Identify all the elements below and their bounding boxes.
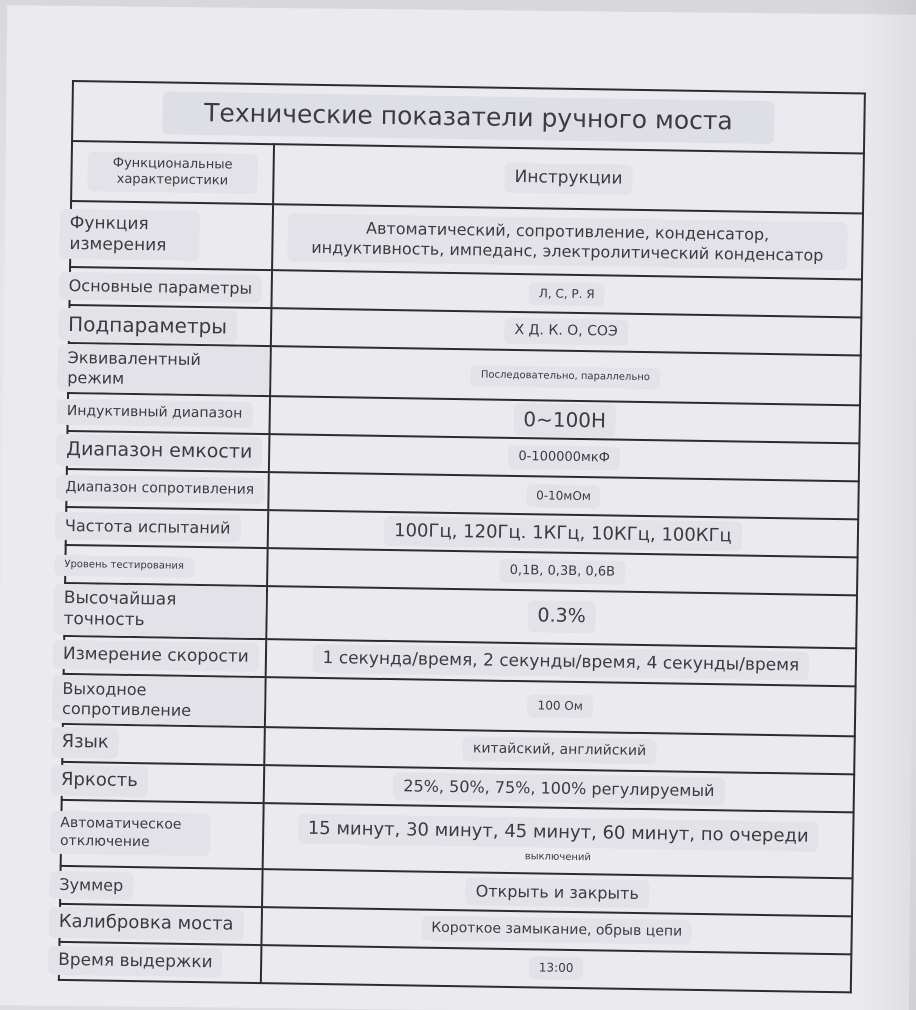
row-label: Зуммер xyxy=(49,870,133,899)
row-value: 15 минут, 30 минут, 45 минут, 60 минут, по очереди xyxy=(298,813,819,852)
row-value-cell xyxy=(265,677,856,736)
row-value: 100Гц, 120Гц. 1КГц, 10КГц, 100КГц xyxy=(384,516,742,552)
row-extra-note: выключений xyxy=(524,851,592,864)
header-right-cell xyxy=(273,144,864,213)
table-row xyxy=(70,201,863,279)
row-label-cell xyxy=(65,545,268,586)
row-value: Последовательно, параллельно xyxy=(471,366,660,389)
row-value: 0,1В, 0,3В, 0,6В xyxy=(499,559,625,585)
row-label-cell xyxy=(67,393,270,434)
row-label: Функция измерения xyxy=(59,209,200,262)
table-row xyxy=(61,799,854,877)
row-label: Диапазон емкости xyxy=(56,434,263,469)
row-label: Калибровка моста xyxy=(49,907,244,941)
row-label-cell xyxy=(68,343,271,396)
row-value: 100 Ом xyxy=(527,694,593,718)
header-left-cell xyxy=(71,141,274,204)
row-value: 25%, 50%, 75%, 100% регулируемый xyxy=(393,772,725,805)
row-label-cell xyxy=(63,673,266,726)
table-title: Технические показатели ручного моста xyxy=(162,91,775,144)
row-value: 0-100000мкФ xyxy=(508,445,620,471)
row-value: 0.3% xyxy=(527,601,596,634)
row-label: Эквивалентный режим xyxy=(57,344,270,395)
row-label-cell xyxy=(59,941,262,982)
row-label: Подпараметры xyxy=(58,307,237,343)
row-label: Высочайшая точность xyxy=(53,584,266,638)
row-label: Автоматическое отключение xyxy=(50,811,211,857)
row-label-cell xyxy=(67,431,270,472)
row-value: Автоматический, сопротивление, конденсатор, индуктивность, импеданс, электролитический конденсатор xyxy=(287,213,848,270)
row-value: Короткое замыкание, обрыв цепи xyxy=(421,915,692,945)
row-value: Л, С, Р. Я xyxy=(529,282,605,306)
row-value: 0-10мОм xyxy=(526,484,601,508)
row-value: китайский, английский xyxy=(463,736,657,765)
row-label-cell xyxy=(62,723,265,764)
header-left-label: Функциональные характеристики xyxy=(87,151,258,194)
row-label-cell xyxy=(61,799,264,868)
row-label-cell xyxy=(62,761,265,802)
row-value-cell xyxy=(272,204,863,279)
row-label-cell xyxy=(64,635,267,676)
row-label-cell xyxy=(59,903,262,944)
row-label: Частота испытаний xyxy=(55,512,241,543)
spec-table xyxy=(58,80,866,993)
row-value: 0~100Н xyxy=(513,402,616,437)
row-label-cell xyxy=(70,201,273,270)
row-label: Диапазон сопротивления xyxy=(55,475,264,504)
row-value: 1 секунда/время, 2 секунды/время, 4 секунды/время xyxy=(312,644,809,681)
row-label-cell xyxy=(69,267,272,308)
row-label: Время выдержки xyxy=(48,946,223,978)
row-label: Основные параметры xyxy=(59,272,263,303)
row-value-cell xyxy=(270,346,861,405)
row-label-cell xyxy=(60,865,263,906)
row-label: Измерение скорости xyxy=(53,640,259,672)
row-label: Выходное сопротивление xyxy=(52,674,265,725)
row-value: Х Д. К. О, СОЭ xyxy=(504,318,628,345)
row-label-cell xyxy=(66,507,269,548)
row-value-cell xyxy=(261,945,852,992)
header-right-label: Инструкции xyxy=(504,163,632,194)
row-value: 13:00 xyxy=(529,956,584,980)
row-label: Язык xyxy=(51,727,119,759)
row-label: Индуктивный диапазон xyxy=(57,399,253,428)
row-label: Яркость xyxy=(51,765,148,797)
row-label-cell xyxy=(69,305,272,346)
row-label-cell xyxy=(64,583,267,639)
row-value: Открыть и закрыть xyxy=(465,877,649,908)
row-label-cell xyxy=(66,469,269,510)
row-value-cell xyxy=(266,586,857,648)
row-label: Уровень тестирования xyxy=(54,555,194,578)
row-value-cell xyxy=(263,803,854,878)
